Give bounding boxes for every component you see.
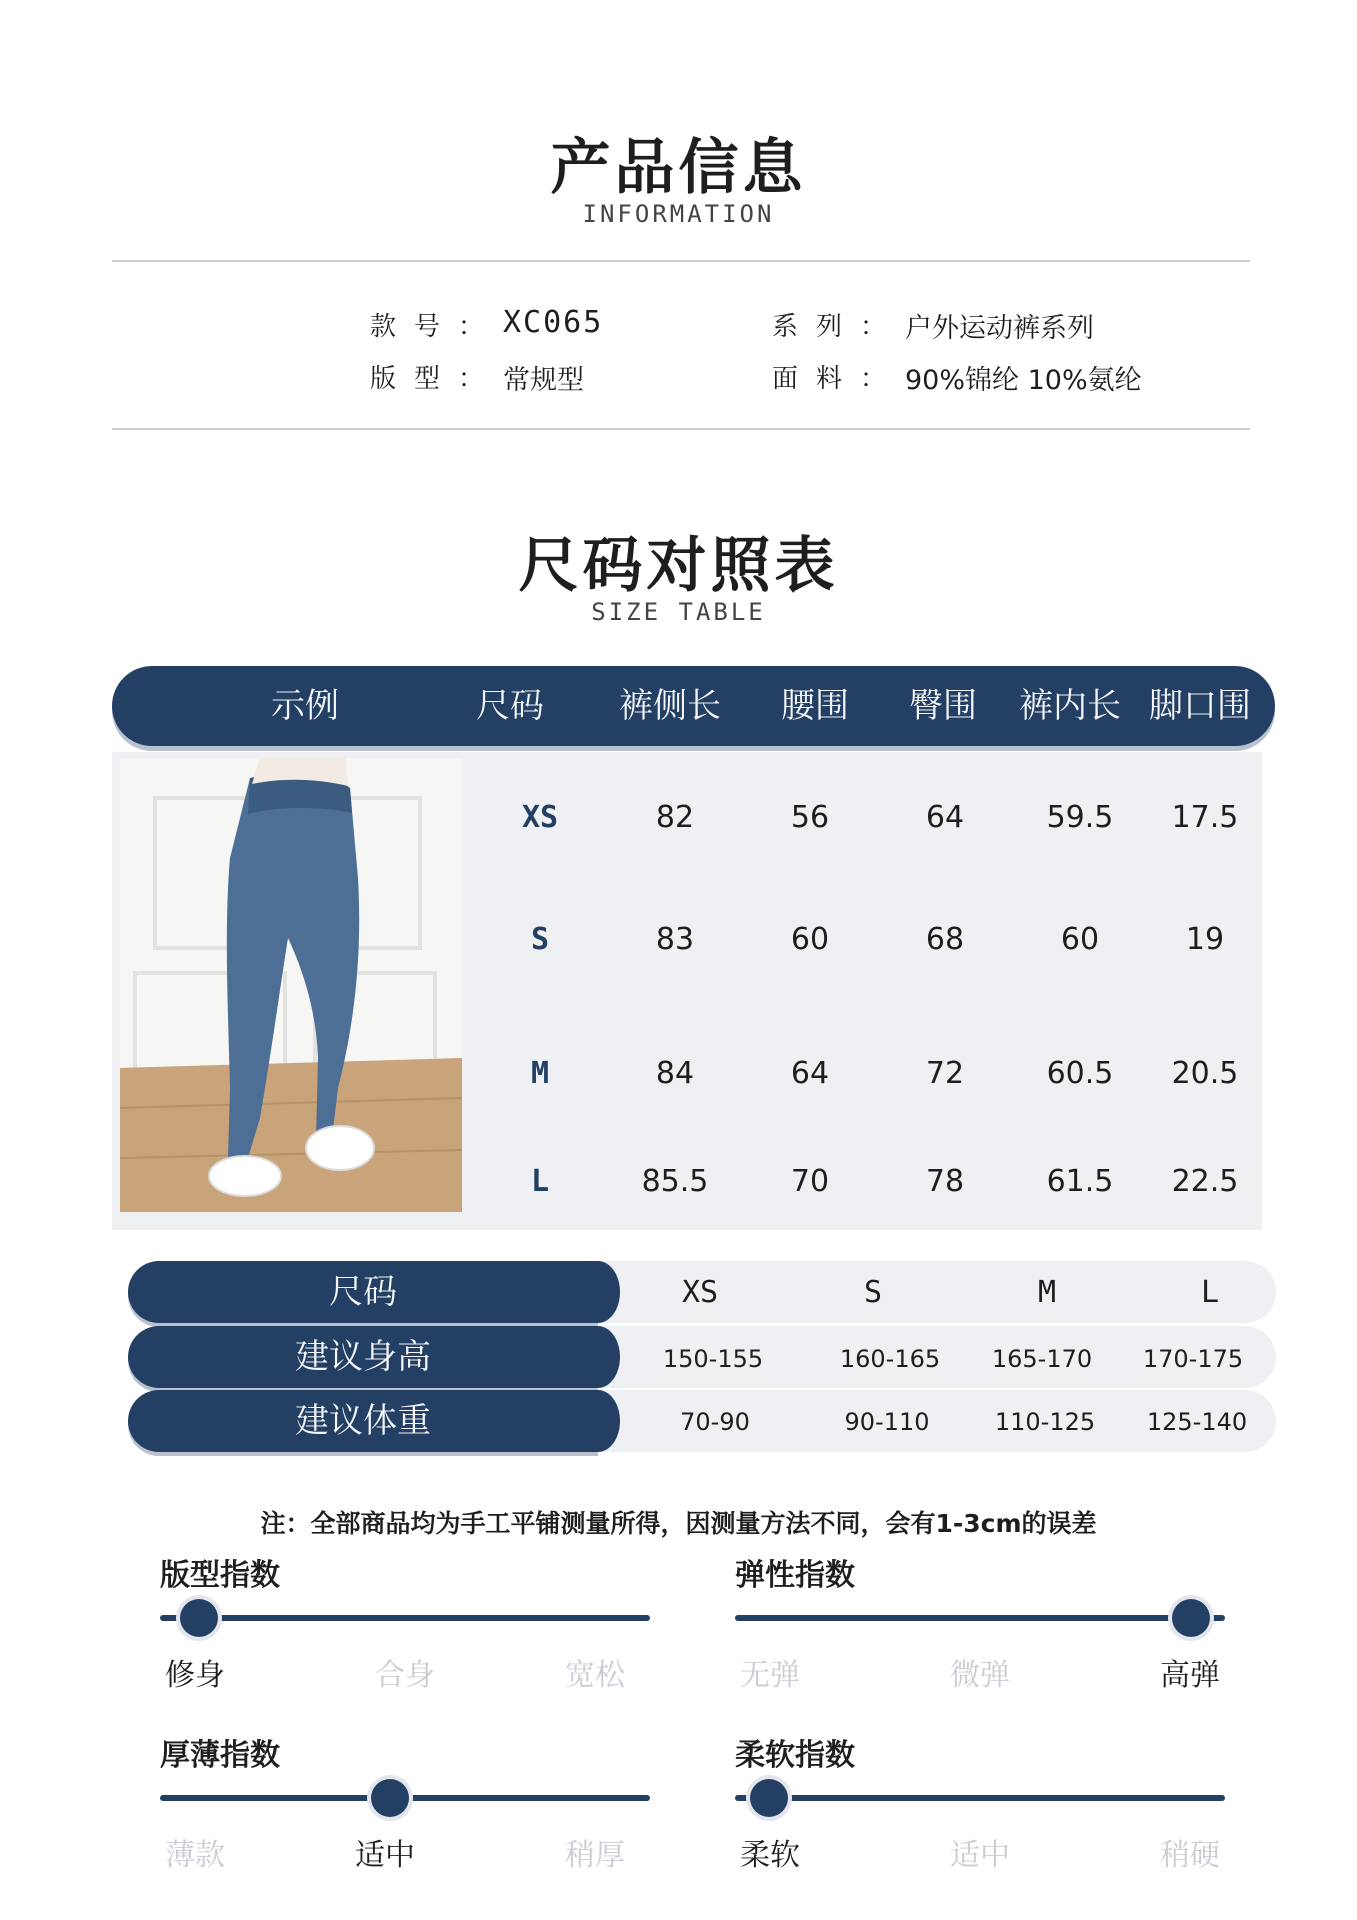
index-option-high-stretch: 高弹 — [1160, 1658, 1220, 1693]
index-option-thin: 薄款 — [165, 1838, 225, 1873]
outseam-cell: 84 — [655, 1056, 695, 1091]
waist-cell: 64 — [790, 1056, 830, 1091]
rec-height-value: 165-170 — [991, 1345, 1093, 1373]
size-cell: M — [530, 1056, 550, 1091]
size-table-subtitle: SIZE TABLE — [591, 598, 766, 626]
rec-label-size: 尺码 — [128, 1261, 598, 1323]
waist-cell: 70 — [790, 1164, 830, 1199]
rec-size-value: M — [1037, 1275, 1057, 1310]
hem-cell: 17.5 — [1171, 800, 1239, 835]
index-track-softness — [735, 1795, 1225, 1801]
index-option-slim: 修身 — [165, 1658, 225, 1693]
inseam-cell: 60.5 — [1046, 1056, 1114, 1091]
index-knob-elastic — [1172, 1599, 1210, 1637]
rec-size-value: L — [1200, 1275, 1220, 1310]
rec-weight-value: 90-110 — [844, 1408, 930, 1436]
hip-cell: 72 — [925, 1056, 965, 1091]
fabric-value: 90%锦纶 10%氨纶 — [905, 365, 1142, 396]
waist-cell: 60 — [790, 922, 830, 957]
fabric-label: 面料： — [772, 364, 905, 394]
index-track-elastic — [735, 1615, 1225, 1621]
measurement-note: 注：全部商品均为手工平铺测量所得，因测量方法不同，会有1-3cm的误差 — [260, 1509, 1097, 1538]
rec-label-weight: 建议体重 — [128, 1390, 598, 1452]
product-photo — [120, 758, 462, 1212]
rec-size-value: S — [863, 1275, 883, 1310]
outseam-cell: 83 — [655, 922, 695, 957]
size-cell: S — [530, 922, 550, 957]
inseam-cell: 60 — [1060, 922, 1100, 957]
index-option-medium: 适中 — [355, 1838, 415, 1873]
rec-weight-value: 125-140 — [1146, 1408, 1248, 1436]
header-size: 尺码 — [476, 686, 544, 726]
product-info-subtitle: INFORMATION — [582, 200, 775, 228]
hem-cell: 20.5 — [1171, 1056, 1239, 1091]
header-example: 示例 — [271, 686, 339, 726]
index-option-loose: 宽松 — [565, 1658, 625, 1693]
index-knob-thickness — [371, 1779, 409, 1817]
size-cell: L — [530, 1164, 550, 1199]
fit-value: 常规型 — [503, 365, 584, 396]
index-knob-softness — [750, 1779, 788, 1817]
hem-cell: 19 — [1185, 922, 1225, 957]
hem-cell: 22.5 — [1171, 1164, 1239, 1199]
divider-top — [112, 260, 1250, 262]
inseam-cell: 61.5 — [1046, 1164, 1114, 1199]
divider-bottom — [112, 428, 1250, 430]
rec-height-value: 150-155 — [662, 1345, 764, 1373]
index-title-fit: 版型指数 — [160, 1558, 280, 1593]
outseam-cell: 82 — [655, 800, 695, 835]
header-outseam: 裤侧长 — [619, 686, 721, 726]
style-value: XC065 — [503, 305, 604, 340]
rec-weight-value: 70-90 — [680, 1408, 750, 1436]
header-inseam: 裤内长 — [1019, 686, 1121, 726]
hip-cell: 68 — [925, 922, 965, 957]
waist-cell: 56 — [790, 800, 830, 835]
index-title-thickness: 厚薄指数 — [160, 1738, 280, 1773]
series-value: 户外运动裤系列 — [905, 313, 1094, 344]
hip-cell: 78 — [925, 1164, 965, 1199]
outseam-cell: 85.5 — [641, 1164, 709, 1199]
fit-label: 版型： — [370, 364, 503, 394]
index-knob-fit — [180, 1599, 218, 1637]
rec-size-value: XS — [681, 1275, 719, 1310]
header-hip: 臀围 — [909, 686, 977, 726]
style-label: 款号： — [370, 312, 503, 342]
index-option-stiff: 稍硬 — [1160, 1838, 1220, 1873]
index-option-medium-soft: 适中 — [950, 1838, 1010, 1873]
size-cell: XS — [521, 800, 559, 835]
index-option-soft: 柔软 — [740, 1838, 800, 1873]
index-title-elastic: 弹性指数 — [735, 1558, 855, 1593]
inseam-cell: 59.5 — [1046, 800, 1114, 835]
index-title-softness: 柔软指数 — [735, 1738, 855, 1773]
index-option-slight-stretch: 微弹 — [950, 1658, 1010, 1693]
product-info-title: 产品信息 — [550, 133, 807, 203]
series-label: 系列： — [772, 312, 905, 342]
index-option-no-stretch: 无弹 — [740, 1658, 800, 1693]
rec-height-value: 160-165 — [839, 1345, 941, 1373]
index-track-fit — [160, 1615, 650, 1621]
header-waist: 腰围 — [781, 686, 849, 726]
rec-height-value: 170-175 — [1142, 1345, 1244, 1373]
index-option-thick: 稍厚 — [565, 1838, 625, 1873]
rec-label-height: 建议身高 — [128, 1326, 598, 1388]
rec-weight-value: 110-125 — [994, 1408, 1096, 1436]
index-option-regular: 合身 — [375, 1658, 435, 1693]
header-hem: 脚口围 — [1149, 686, 1251, 726]
size-table-title: 尺码对照表 — [518, 531, 839, 601]
hip-cell: 64 — [925, 800, 965, 835]
